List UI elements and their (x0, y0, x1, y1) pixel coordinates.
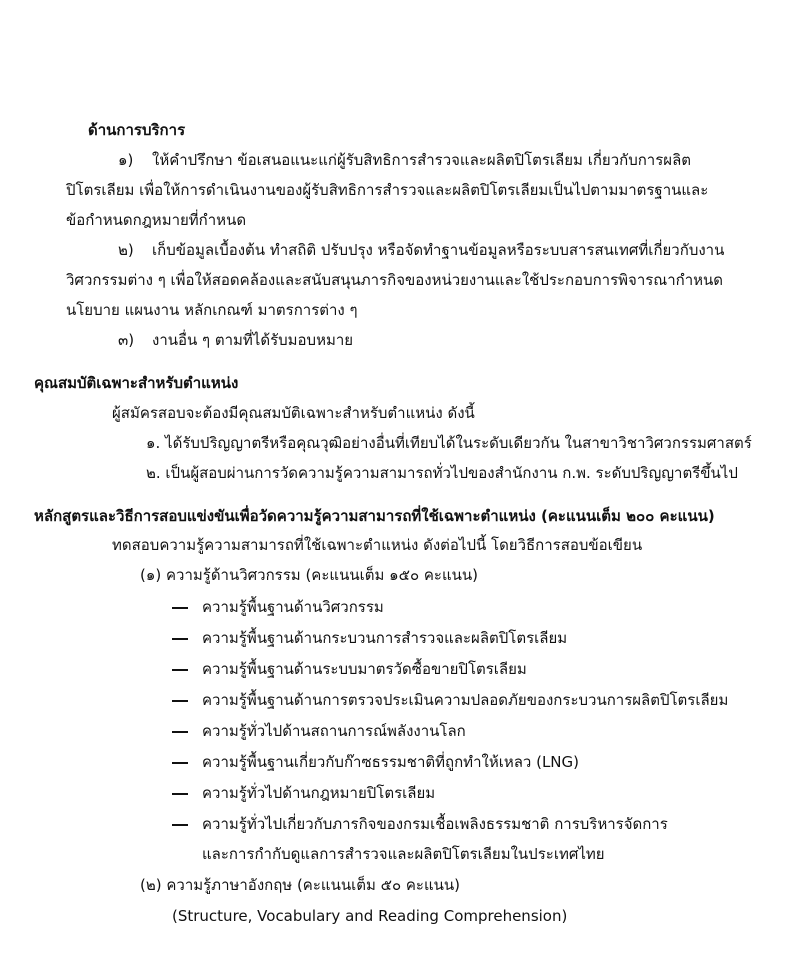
exam-section-subtitle: (Structure, Vocabulary and Reading Comprehension) (172, 907, 568, 925)
exam-topic-item: ความรู้ทั่วไปด้านกฎหมายปิโตรเลียม (202, 784, 436, 802)
exam-topic-item: ความรู้พื้นฐานด้านระบบมาตรวัดซื้อขายปิโตรเลียม (202, 660, 527, 678)
list-dash (172, 793, 188, 795)
service-item-text: ปิโตรเลียม เพื่อให้การดำเนินงานของผู้รับสิทธิการสำรวจและผลิตปิโตรเลียมเป็นไปตามมาตรฐานและ (66, 181, 709, 199)
exam-section-title: (๑) ความรู้ด้านวิศวกรรม (คะแนนเต็ม ๑๕๐ คะแนน) (140, 566, 479, 584)
service-item-text: งานอื่น ๆ ตามที่ได้รับมอบหมาย (152, 331, 354, 349)
exam-topic-item: ความรู้พื้นฐานด้านกระบวนการสำรวจและผลิตปิโตรเลียม (202, 629, 568, 647)
qualifications-intro: ผู้สมัครสอบจะต้องมีคุณสมบัติเฉพาะสำหรับตำแหน่ง ดังนี้ (112, 404, 475, 422)
list-dash (172, 824, 188, 826)
exam-topic-item: ความรู้ทั่วไปด้านสถานการณ์พลังงานโลก (202, 722, 466, 740)
service-item-number: ๒) (118, 241, 134, 259)
list-dash (172, 638, 188, 640)
service-item-number: ๓) (118, 331, 135, 349)
exam-heading: หลักสูตรและวิธีการสอบแข่งขันเพื่อวัดความรู้ความสามารถที่ใช้เฉพาะตำแหน่ง (คะแนนเต็ม ๒๐๐ คะแนน) (34, 507, 715, 525)
list-dash (172, 700, 188, 702)
qualification-item: ๑. ได้รับปริญญาตรีหรือคุณวุฒิอย่างอื่นที่เทียบได้ในระดับเดียวกัน ในสาขาวิชาวิศวกรรมศาสตร์ (146, 434, 752, 452)
exam-topic-item: ความรู้พื้นฐานด้านการตรวจประเมินความปลอดภัยของกระบวนการผลิตปิโตรเลียม (202, 691, 729, 709)
exam-topic-item: ความรู้พื้นฐานเกี่ยวกับก๊าซธรรมชาติที่ถูกทำให้เหลว (LNG) (202, 753, 580, 771)
list-dash (172, 762, 188, 764)
exam-topic-item: ความรู้พื้นฐานด้านวิศวกรรม (202, 598, 384, 616)
exam-topic-item-continuation: และการกำกับดูแลการสำรวจและผลิตปิโตรเลียมในประเทศไทย (202, 845, 605, 863)
service-item-text: เก็บข้อมูลเบื้องต้น ทำสถิติ ปรับปรุง หรือจัดทำฐานข้อมูลหรือระบบสารสนเทศที่เกี่ยวกับงาน (152, 241, 725, 259)
list-dash (172, 731, 188, 733)
qualifications-heading: คุณสมบัติเฉพาะสำหรับตำแหน่ง (34, 374, 239, 392)
exam-section-title: (๒) ความรู้ภาษาอังกฤษ (คะแนนเต็ม ๕๐ คะแนน) (140, 876, 460, 894)
service-item-text: วิศวกรรมต่าง ๆ เพื่อให้สอดคล้องและสนับสนุนภารกิจของหน่วยงานและใช้ประกอบการพิจารณากำหนด (66, 271, 724, 289)
services-heading: ด้านการบริการ (88, 121, 186, 139)
list-dash (172, 669, 188, 671)
service-item-text: นโยบาย แผนงาน หลักเกณฑ์ มาตรการต่าง ๆ (66, 301, 358, 319)
service-item-number: ๑) (118, 151, 134, 169)
exam-topic-item: ความรู้ทั่วไปเกี่ยวกับภารกิจของกรมเชื้อเพลิงธรรมชาติ การบริหารจัดการ (202, 815, 668, 833)
list-dash (172, 607, 188, 609)
service-item-text: ให้คำปรึกษา ข้อเสนอแนะแก่ผู้รับสิทธิการสำรวจและผลิตปิโตรเลียม เกี่ยวกับการผลิต (152, 151, 692, 169)
qualification-item: ๒. เป็นผู้สอบผ่านการวัดความรู้ความสามารถทั่วไปของสำนักงาน ก.พ. ระดับปริญญาตรีขึ้นไป (146, 464, 738, 482)
exam-intro: ทดสอบความรู้ความสามารถที่ใช้เฉพาะตำแหน่ง ดังต่อไปนี้ โดยวิธีการสอบข้อเขียน (112, 536, 643, 554)
service-item-text: ข้อกำหนดกฎหมายที่กำหนด (66, 211, 247, 229)
